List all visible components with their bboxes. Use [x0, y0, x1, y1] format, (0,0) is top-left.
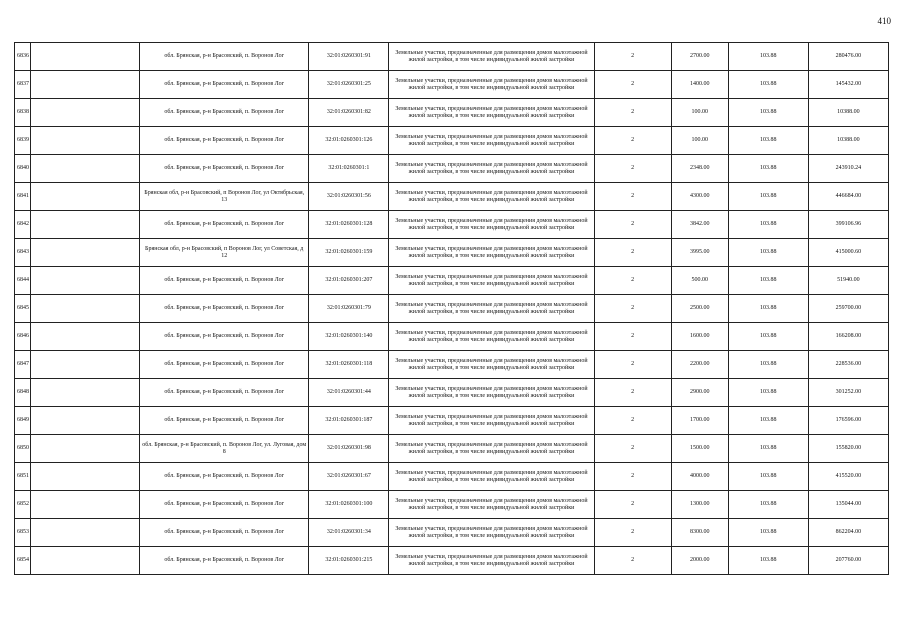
- area-cell: 2348.00: [671, 155, 728, 183]
- address-cell: обл. Брянская, р-н Брасовский, п. Воронов Лог: [140, 547, 309, 575]
- cadastral-value-cell: 176596.00: [808, 407, 888, 435]
- rate-cell: 103.88: [728, 463, 808, 491]
- address-cell: обл. Брянская, р-н Брасовский, п. Воронов Лог: [140, 155, 309, 183]
- cadastral-value-cell: 280476.00: [808, 43, 888, 71]
- cadastral-value-cell: 10388.00: [808, 127, 888, 155]
- land-use-cell: Земельные участки, предназначенные для размещения домов малоэтажной жилой застройки, в том числе индивидуальной жилой застройки: [389, 295, 594, 323]
- empty-cell: [31, 379, 140, 407]
- category-cell: 2: [594, 239, 671, 267]
- table-row: [15, 43, 889, 71]
- row-number-cell: 6847: [15, 351, 31, 379]
- row-number-cell: 6840: [15, 155, 31, 183]
- cadastral-number-cell: 32:01:0260301:118: [309, 351, 389, 379]
- empty-cell: [31, 43, 140, 71]
- land-use-cell: Земельные участки, предназначенные для размещения домов малоэтажной жилой застройки, в том числе индивидуальной жилой застройки: [389, 155, 594, 183]
- address-cell: обл. Брянская, р-н Брасовский, п. Воронов Лог: [140, 351, 309, 379]
- land-use-cell: Земельные участки, предназначенные для размещения домов малоэтажной жилой застройки, в том числе индивидуальной жилой застройки: [389, 407, 594, 435]
- address-cell: обл. Брянская, р-н Брасовский, п. Воронов Лог: [140, 43, 309, 71]
- area-cell: 8300.00: [671, 519, 728, 547]
- address-cell: обл. Брянская, р-н Брасовский, п. Воронов Лог: [140, 211, 309, 239]
- cadastral-number-cell: 32:01:0260301:215: [309, 547, 389, 575]
- category-cell: 2: [594, 155, 671, 183]
- address-cell: обл. Брянская, р-н Брасовский, п. Воронов Лог: [140, 323, 309, 351]
- cadastral-number-cell: 32:01:0260301:1: [309, 155, 389, 183]
- area-cell: 2200.00: [671, 351, 728, 379]
- empty-cell: [31, 323, 140, 351]
- cadastral-number-cell: 32:01:0260301:140: [309, 323, 389, 351]
- area-cell: 2500.00: [671, 295, 728, 323]
- land-use-cell: Земельные участки, предназначенные для размещения домов малоэтажной жилой застройки, в том числе индивидуальной жилой застройки: [389, 519, 594, 547]
- category-cell: 2: [594, 267, 671, 295]
- table-row: [15, 127, 889, 155]
- area-cell: 3995.00: [671, 239, 728, 267]
- table-row: [15, 99, 889, 127]
- address-cell: обл. Брянская, р-н Брасовский, п. Воронов Лог: [140, 71, 309, 99]
- rate-cell: 103.88: [728, 547, 808, 575]
- empty-cell: [31, 267, 140, 295]
- cadastral-value-cell: 862204.00: [808, 519, 888, 547]
- address-cell: обл. Брянская, р-н Брасовский, п. Воронов Лог: [140, 491, 309, 519]
- address-cell: обл. Брянская, р-н Брасовский, п. Воронов Лог: [140, 127, 309, 155]
- address-cell: Брянская обл, р-н Брасовский, п Воронов Лог, ул Советская, д 12: [140, 239, 309, 267]
- rate-cell: 103.88: [728, 71, 808, 99]
- land-use-cell: Земельные участки, предназначенные для размещения домов малоэтажной жилой застройки, в том числе индивидуальной жилой застройки: [389, 127, 594, 155]
- land-use-cell: Земельные участки, предназначенные для размещения домов малоэтажной жилой застройки, в том числе индивидуальной жилой застройки: [389, 323, 594, 351]
- category-cell: 2: [594, 435, 671, 463]
- row-number-cell: 6838: [15, 99, 31, 127]
- category-cell: 2: [594, 519, 671, 547]
- cadastral-value-cell: 166208.00: [808, 323, 888, 351]
- rate-cell: 103.88: [728, 43, 808, 71]
- category-cell: 2: [594, 323, 671, 351]
- table-row: [15, 463, 889, 491]
- cadastral-value-cell: 228536.00: [808, 351, 888, 379]
- row-number-cell: 6854: [15, 547, 31, 575]
- empty-cell: [31, 407, 140, 435]
- cadastral-value-cell: 51940.00: [808, 267, 888, 295]
- area-cell: 500.00: [671, 267, 728, 295]
- rate-cell: 103.88: [728, 155, 808, 183]
- empty-cell: [31, 519, 140, 547]
- empty-cell: [31, 211, 140, 239]
- land-use-cell: Земельные участки, предназначенные для размещения домов малоэтажной жилой застройки, в том числе индивидуальной жилой застройки: [389, 379, 594, 407]
- cadastral-value-cell: 259700.00: [808, 295, 888, 323]
- address-cell: Брянская обл, р-н Брасовский, п Воронов Лог, ул Октябрьская, 13: [140, 183, 309, 211]
- cadastral-number-cell: 32:01:0260301:91: [309, 43, 389, 71]
- address-cell: обл. Брянская, р-н Брасовский, п. Воронов Лог: [140, 379, 309, 407]
- table-row: [15, 407, 889, 435]
- page-number: 410: [877, 16, 891, 26]
- cadastral-number-cell: 32:01:0260301:207: [309, 267, 389, 295]
- rate-cell: 103.88: [728, 239, 808, 267]
- address-cell: обл. Брянская, р-н Брасовский, п. Воронов Лог: [140, 99, 309, 127]
- row-number-cell: 6845: [15, 295, 31, 323]
- category-cell: 2: [594, 99, 671, 127]
- table-row: [15, 267, 889, 295]
- empty-cell: [31, 99, 140, 127]
- cadastral-number-cell: 32:01:0260301:25: [309, 71, 389, 99]
- empty-cell: [31, 71, 140, 99]
- table-row: [15, 71, 889, 99]
- area-cell: 4300.00: [671, 183, 728, 211]
- row-number-cell: 6849: [15, 407, 31, 435]
- empty-cell: [31, 547, 140, 575]
- land-use-cell: Земельные участки, предназначенные для размещения домов малоэтажной жилой застройки, в том числе индивидуальной жилой застройки: [389, 183, 594, 211]
- category-cell: 2: [594, 43, 671, 71]
- row-number-cell: 6837: [15, 71, 31, 99]
- cadastral-value-cell: 155820.00: [808, 435, 888, 463]
- cadastral-number-cell: 32:01:0260301:126: [309, 127, 389, 155]
- row-number-cell: 6852: [15, 491, 31, 519]
- category-cell: 2: [594, 183, 671, 211]
- address-cell: обл. Брянская, р-н Брасовский, п. Воронов Лог: [140, 295, 309, 323]
- empty-cell: [31, 295, 140, 323]
- cadastral-number-cell: 32:01:0260301:44: [309, 379, 389, 407]
- area-cell: 3842.00: [671, 211, 728, 239]
- rate-cell: 103.88: [728, 295, 808, 323]
- rate-cell: 103.88: [728, 491, 808, 519]
- table-row: [15, 435, 889, 463]
- cadastral-value-cell: 415000.60: [808, 239, 888, 267]
- cadastral-value-cell: 446684.00: [808, 183, 888, 211]
- area-cell: 1400.00: [671, 71, 728, 99]
- row-number-cell: 6848: [15, 379, 31, 407]
- empty-cell: [31, 463, 140, 491]
- cadastral-number-cell: 32:01:0260301:79: [309, 295, 389, 323]
- category-cell: 2: [594, 547, 671, 575]
- category-cell: 2: [594, 491, 671, 519]
- cadastral-number-cell: 32:01:0260301:100: [309, 491, 389, 519]
- cadastral-value-cell: 399106.96: [808, 211, 888, 239]
- table-row: [15, 547, 889, 575]
- area-cell: 2000.00: [671, 547, 728, 575]
- empty-cell: [31, 183, 140, 211]
- table-body: [15, 43, 889, 575]
- land-use-cell: Земельные участки, предназначенные для размещения домов малоэтажной жилой застройки, в том числе индивидуальной жилой застройки: [389, 71, 594, 99]
- area-cell: 100.00: [671, 127, 728, 155]
- table-row: [15, 351, 889, 379]
- cadastral-number-cell: 32:01:0260301:67: [309, 463, 389, 491]
- cadastral-value-cell: 301252.00: [808, 379, 888, 407]
- area-cell: 1500.00: [671, 435, 728, 463]
- cadastral-number-cell: 32:01:0260301:98: [309, 435, 389, 463]
- land-use-cell: Земельные участки, предназначенные для размещения домов малоэтажной жилой застройки, в том числе индивидуальной жилой застройки: [389, 435, 594, 463]
- area-cell: 2700.00: [671, 43, 728, 71]
- land-use-cell: Земельные участки, предназначенные для размещения домов малоэтажной жилой застройки, в том числе индивидуальной жилой застройки: [389, 491, 594, 519]
- table-row: [15, 155, 889, 183]
- table-row: [15, 379, 889, 407]
- area-cell: 1700.00: [671, 407, 728, 435]
- address-cell: обл. Брянская, р-н Брасовский, п. Воронов Лог: [140, 463, 309, 491]
- empty-cell: [31, 435, 140, 463]
- empty-cell: [31, 155, 140, 183]
- area-cell: 1300.00: [671, 491, 728, 519]
- land-use-cell: Земельные участки, предназначенные для размещения домов малоэтажной жилой застройки, в том числе индивидуальной жилой застройки: [389, 463, 594, 491]
- row-number-cell: 6846: [15, 323, 31, 351]
- cadastral-number-cell: 32:01:0260301:56: [309, 183, 389, 211]
- empty-cell: [31, 491, 140, 519]
- category-cell: 2: [594, 407, 671, 435]
- address-cell: обл. Брянская, р-н Брасовский, п. Воронов Лог, ул. Луговая, дом 8: [140, 435, 309, 463]
- cadastral-value-cell: 207760.00: [808, 547, 888, 575]
- rate-cell: 103.88: [728, 211, 808, 239]
- land-use-cell: Земельные участки, предназначенные для размещения домов малоэтажной жилой застройки, в том числе индивидуальной жилой застройки: [389, 239, 594, 267]
- rate-cell: 103.88: [728, 379, 808, 407]
- table-row: [15, 183, 889, 211]
- empty-cell: [31, 127, 140, 155]
- row-number-cell: 6836: [15, 43, 31, 71]
- cadastral-number-cell: 32:01:0260301:187: [309, 407, 389, 435]
- rate-cell: 103.88: [728, 435, 808, 463]
- address-cell: обл. Брянская, р-н Брасовский, п. Воронов Лог: [140, 267, 309, 295]
- empty-cell: [31, 239, 140, 267]
- table-row: [15, 323, 889, 351]
- category-cell: 2: [594, 127, 671, 155]
- category-cell: 2: [594, 211, 671, 239]
- land-use-cell: Земельные участки, предназначенные для размещения домов малоэтажной жилой застройки, в том числе индивидуальной жилой застройки: [389, 267, 594, 295]
- area-cell: 100.00: [671, 99, 728, 127]
- rate-cell: 103.88: [728, 407, 808, 435]
- row-number-cell: 6853: [15, 519, 31, 547]
- row-number-cell: 6844: [15, 267, 31, 295]
- address-cell: обл. Брянская, р-н Брасовский, п. Воронов Лог: [140, 407, 309, 435]
- land-use-cell: Земельные участки, предназначенные для размещения домов малоэтажной жилой застройки, в том числе индивидуальной жилой застройки: [389, 211, 594, 239]
- rate-cell: 103.88: [728, 351, 808, 379]
- cadastral-value-cell: 243910.24: [808, 155, 888, 183]
- address-cell: обл. Брянская, р-н Брасовский, п. Воронов Лог: [140, 519, 309, 547]
- cadastral-value-cell: 135044.00: [808, 491, 888, 519]
- land-use-cell: Земельные участки, предназначенные для размещения домов малоэтажной жилой застройки, в том числе индивидуальной жилой застройки: [389, 351, 594, 379]
- rate-cell: 103.88: [728, 519, 808, 547]
- land-registry-table: [14, 42, 889, 575]
- category-cell: 2: [594, 351, 671, 379]
- rate-cell: 103.88: [728, 127, 808, 155]
- cadastral-number-cell: 32:01:0260301:128: [309, 211, 389, 239]
- land-use-cell: Земельные участки, предназначенные для размещения домов малоэтажной жилой застройки, в том числе индивидуальной жилой застройки: [389, 99, 594, 127]
- table-row: [15, 491, 889, 519]
- table-row: [15, 295, 889, 323]
- cadastral-number-cell: 32:01:0260301:82: [309, 99, 389, 127]
- cadastral-number-cell: 32:01:0260301:159: [309, 239, 389, 267]
- rate-cell: 103.88: [728, 183, 808, 211]
- category-cell: 2: [594, 71, 671, 99]
- area-cell: 1600.00: [671, 323, 728, 351]
- rate-cell: 103.88: [728, 99, 808, 127]
- area-cell: 4000.00: [671, 463, 728, 491]
- cadastral-value-cell: 415520.00: [808, 463, 888, 491]
- category-cell: 2: [594, 379, 671, 407]
- cadastral-value-cell: 10388.00: [808, 99, 888, 127]
- row-number-cell: 6842: [15, 211, 31, 239]
- row-number-cell: 6839: [15, 127, 31, 155]
- category-cell: 2: [594, 295, 671, 323]
- row-number-cell: 6851: [15, 463, 31, 491]
- table-row: [15, 519, 889, 547]
- area-cell: 2900.00: [671, 379, 728, 407]
- table-row: [15, 239, 889, 267]
- cadastral-value-cell: 145432.00: [808, 71, 888, 99]
- table-row: [15, 211, 889, 239]
- cadastral-number-cell: 32:01:0260301:34: [309, 519, 389, 547]
- land-use-cell: Земельные участки, предназначенные для размещения домов малоэтажной жилой застройки, в том числе индивидуальной жилой застройки: [389, 547, 594, 575]
- rate-cell: 103.88: [728, 267, 808, 295]
- row-number-cell: 6850: [15, 435, 31, 463]
- row-number-cell: 6841: [15, 183, 31, 211]
- category-cell: 2: [594, 463, 671, 491]
- rate-cell: 103.88: [728, 323, 808, 351]
- row-number-cell: 6843: [15, 239, 31, 267]
- empty-cell: [31, 351, 140, 379]
- land-use-cell: Земельные участки, предназначенные для размещения домов малоэтажной жилой застройки, в том числе индивидуальной жилой застройки: [389, 43, 594, 71]
